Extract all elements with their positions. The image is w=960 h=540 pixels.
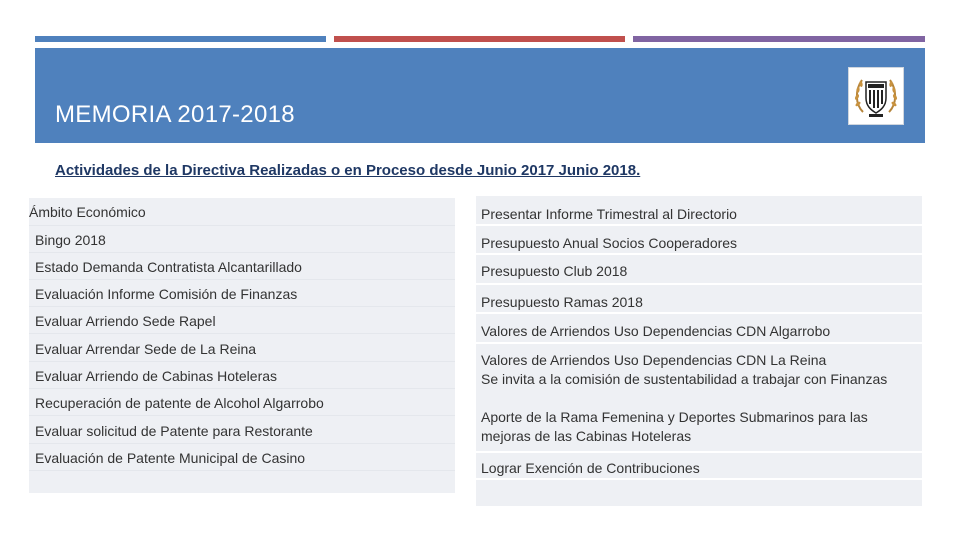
list-item-label: Bingo 2018 [35, 232, 106, 248]
table-heading: Ámbito Económico [29, 204, 146, 220]
list-item-label: Valores de Arriendos Uso Dependencias CDN La Reina [481, 352, 827, 368]
list-item-label: Evaluar Arriendo Sede Rapel [35, 313, 216, 329]
list-item-label: Valores de Arriendos Uso Dependencias CDN Algarrobo [481, 323, 831, 339]
list-item [29, 415, 455, 444]
section-subtitle: Actividades de la Directiva Realizadas o en Proceso desde Junio 2017 Junio 2018. [55, 162, 641, 179]
list-item [29, 333, 455, 362]
list-item-multi [476, 344, 922, 453]
club-logo [848, 67, 904, 125]
list-item [476, 196, 922, 226]
club-crest-laurel-icon [849, 68, 903, 124]
list-item [29, 252, 455, 280]
list-item-label: Presupuesto Club 2018 [481, 263, 628, 279]
list-item [476, 255, 922, 285]
list-item [476, 314, 922, 344]
list-item [29, 279, 455, 307]
list-item-label: Aporte de la Rama Femenina y Deportes Submarinos para las mejoras de las Cabinas Hoteleras [481, 409, 868, 444]
table-heading-row [29, 198, 455, 226]
list-item-empty [476, 480, 922, 506]
list-item-label: Presupuesto Anual Socios Cooperadores [481, 235, 738, 251]
left-activity-table [29, 198, 455, 493]
list-item-label: Lograr Exención de Contribuciones [481, 460, 700, 476]
list-item [29, 443, 455, 471]
accent-bar-purple [633, 36, 925, 42]
list-item [476, 226, 922, 255]
accent-bar-red [334, 36, 625, 42]
accent-bar-blue [35, 36, 326, 42]
list-item-label: Evaluación de Patente Municipal de Casino [35, 450, 306, 466]
list-item [476, 453, 922, 480]
list-item-label: Evaluar Arriendo de Cabinas Hoteleras [35, 368, 278, 384]
right-activity-table [476, 196, 922, 506]
list-item [29, 361, 455, 389]
list-item-label: Evaluación Informe Comisión de Finanzas [35, 286, 298, 302]
list-item-label: Evaluar Arrendar Sede de La Reina [35, 341, 257, 357]
list-item-label: Se invita a la comisión de sustentabilidad a trabajar con Finanzas [481, 371, 888, 387]
title-banner [35, 48, 925, 143]
list-item-label: Presentar Informe Trimestral al Directorio [481, 206, 737, 222]
list-item-label: Recuperación de patente de Alcohol Algarrobo [35, 395, 324, 411]
page-title: MEMORIA 2017-2018 [55, 101, 295, 128]
list-item-label: Presupuesto Ramas 2018 [481, 294, 643, 310]
list-item [29, 225, 455, 253]
list-item [29, 306, 455, 334]
list-item [29, 388, 455, 416]
list-item-label: Estado Demanda Contratista Alcantarillado [35, 259, 302, 275]
list-item [476, 285, 922, 314]
list-item-label: Evaluar solicitud de Patente para Restorante [35, 423, 313, 439]
